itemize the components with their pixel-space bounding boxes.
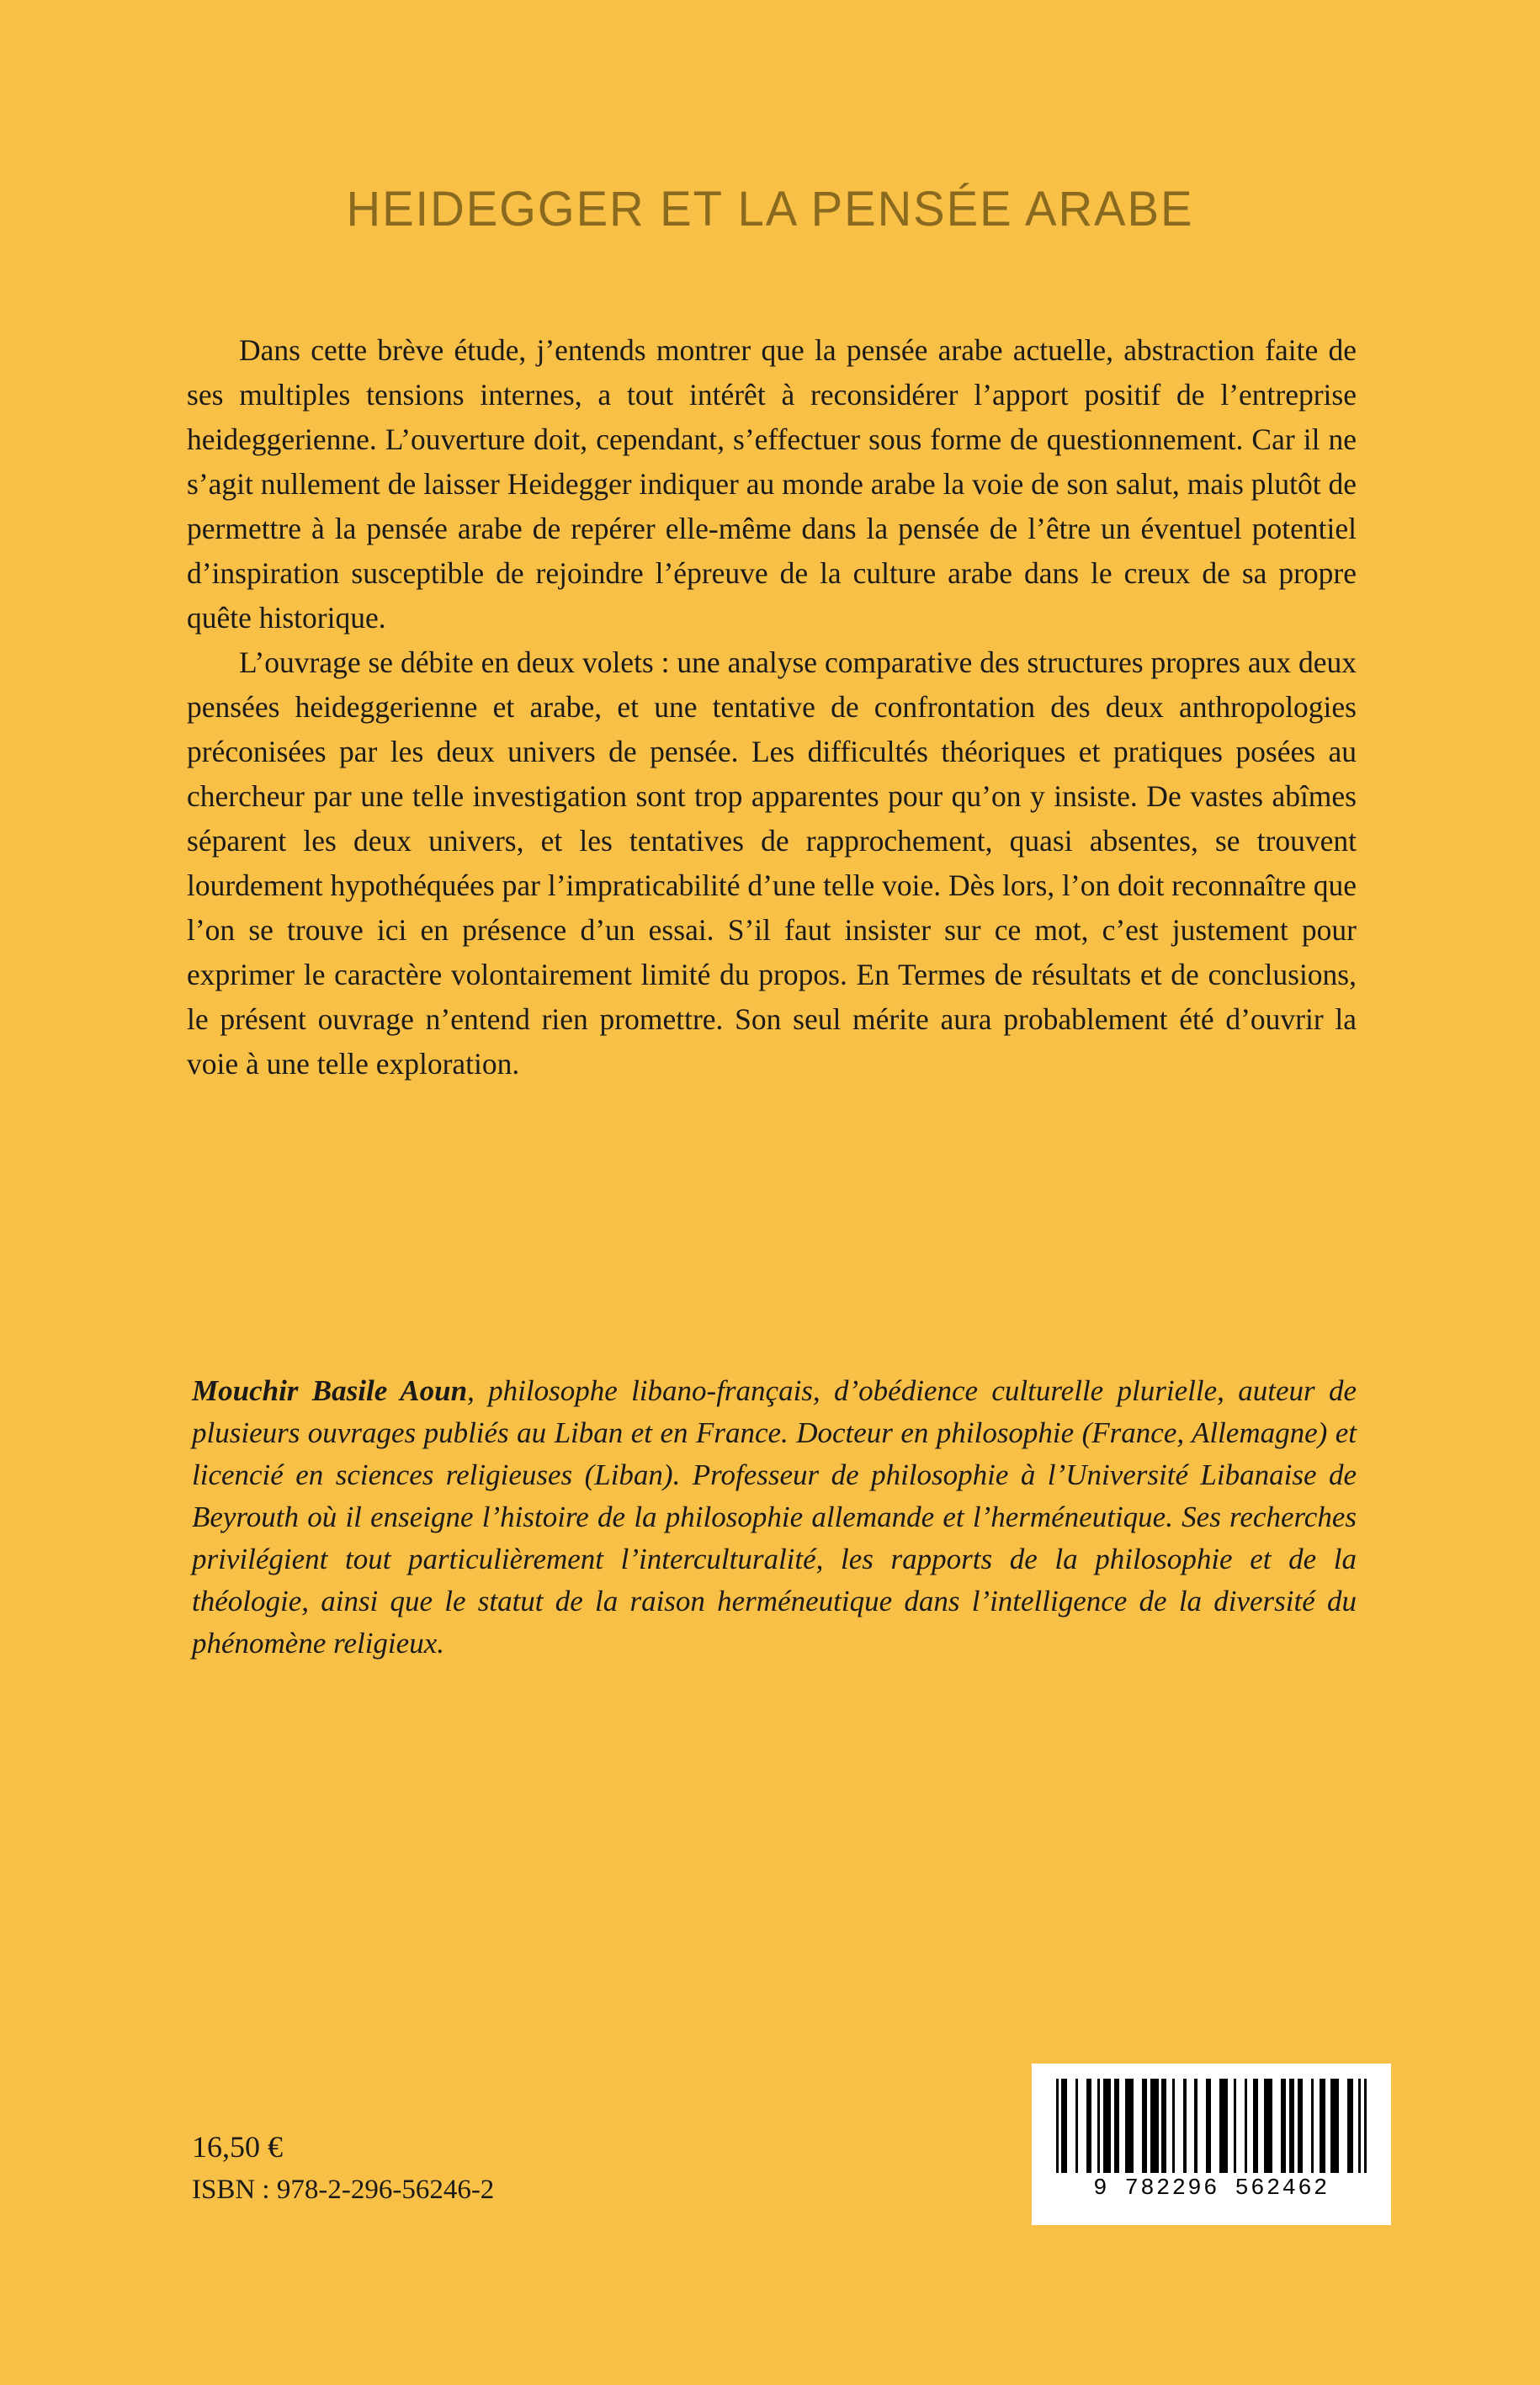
barcode-bars: [1056, 2079, 1367, 2173]
blurb-paragraph-2: L’ouvrage se débite en deux volets : une analyse comparative des structures propres aux deux pensées heideggerienne et arabe, et une tentative de confrontation des deux anthropologies préconisées par les deux univers de pensée. Les difficultés théoriques et pratiques posées au chercheur par une telle investigation sont trop apparentes pour qu’on y insiste. De vastes abîmes séparent les deux univers, et les tentatives de rapprochement, quasi absentes, se trouvent lourdement hypothéquées par l’impraticabilité d’une telle voie. Dès lors, l’on doit reconnaître que l’on se trouve ici en présence d’un essai. S’il faut insister sur ce mot, c’est justement pour exprimer le caractère volontairement limité du propos. En Termes de résultats et de conclusions, le présent ouvrage n’entend rien promettre. Son seul mérite aura probablement été d’ouvrir la voie à une telle exploration.: [187, 645, 1357, 1081]
author-name: Mouchir Basile Aoun: [192, 1374, 468, 1407]
blurb-paragraph-1: Dans cette brève étude, j’entends montrer que la pensée arabe actuelle, abstraction faite de ses multiples tensions internes, a tout intérêt à reconsidérer l’apport positif de l’entreprise heideggerienne. L’ouverture doit, cependant, s’effectuer sous forme de questionnement. Car il ne s’agit nullement de laisser Heidegger indiquer au monde arabe la voie de son salut, mais plutôt de permettre à la pensée arabe de repérer elle-même dans la pensée de l’être un éventuel potentiel d’inspiration susceptible de rejoindre l’épreuve de la culture arabe dans le creux de sa propre quête historique.: [187, 333, 1357, 635]
isbn-label: ISBN : 978-2-296-56246-2: [192, 2175, 495, 2205]
barcode: [1032, 2064, 1391, 2225]
barcode-digits: 9 782296 562462: [1093, 2176, 1330, 2202]
author-bio: [192, 1370, 1357, 1665]
author-bio-text: , philosophe libano-français, d’obédience culturelle plurielle, auteur de plusieurs ouvrages publiés au Liban et en France. Docteur en philosophie (France, Allemagne) et licencié en sciences religieuses (Liban). Professeur de philosophie à l’Université Libanaise de Beyrouth où il enseigne l’histoire de la philosophie allemande et l’herméneutique. Ses recherches privilégient tout particulièrement l’interculturalité, les rapports de la philosophie et de la théologie, ainsi que le statut de la raison herméneutique dans l’intelligence de la diversité du phénomène religieux.: [192, 1374, 1357, 1660]
page-title: HEIDEGGER ET LA PENSÉE ARABE: [346, 182, 1194, 236]
blurb-text: [187, 328, 1357, 1086]
price-and-isbn: [192, 2124, 494, 2210]
price-label: 16,50 €: [192, 2130, 283, 2164]
